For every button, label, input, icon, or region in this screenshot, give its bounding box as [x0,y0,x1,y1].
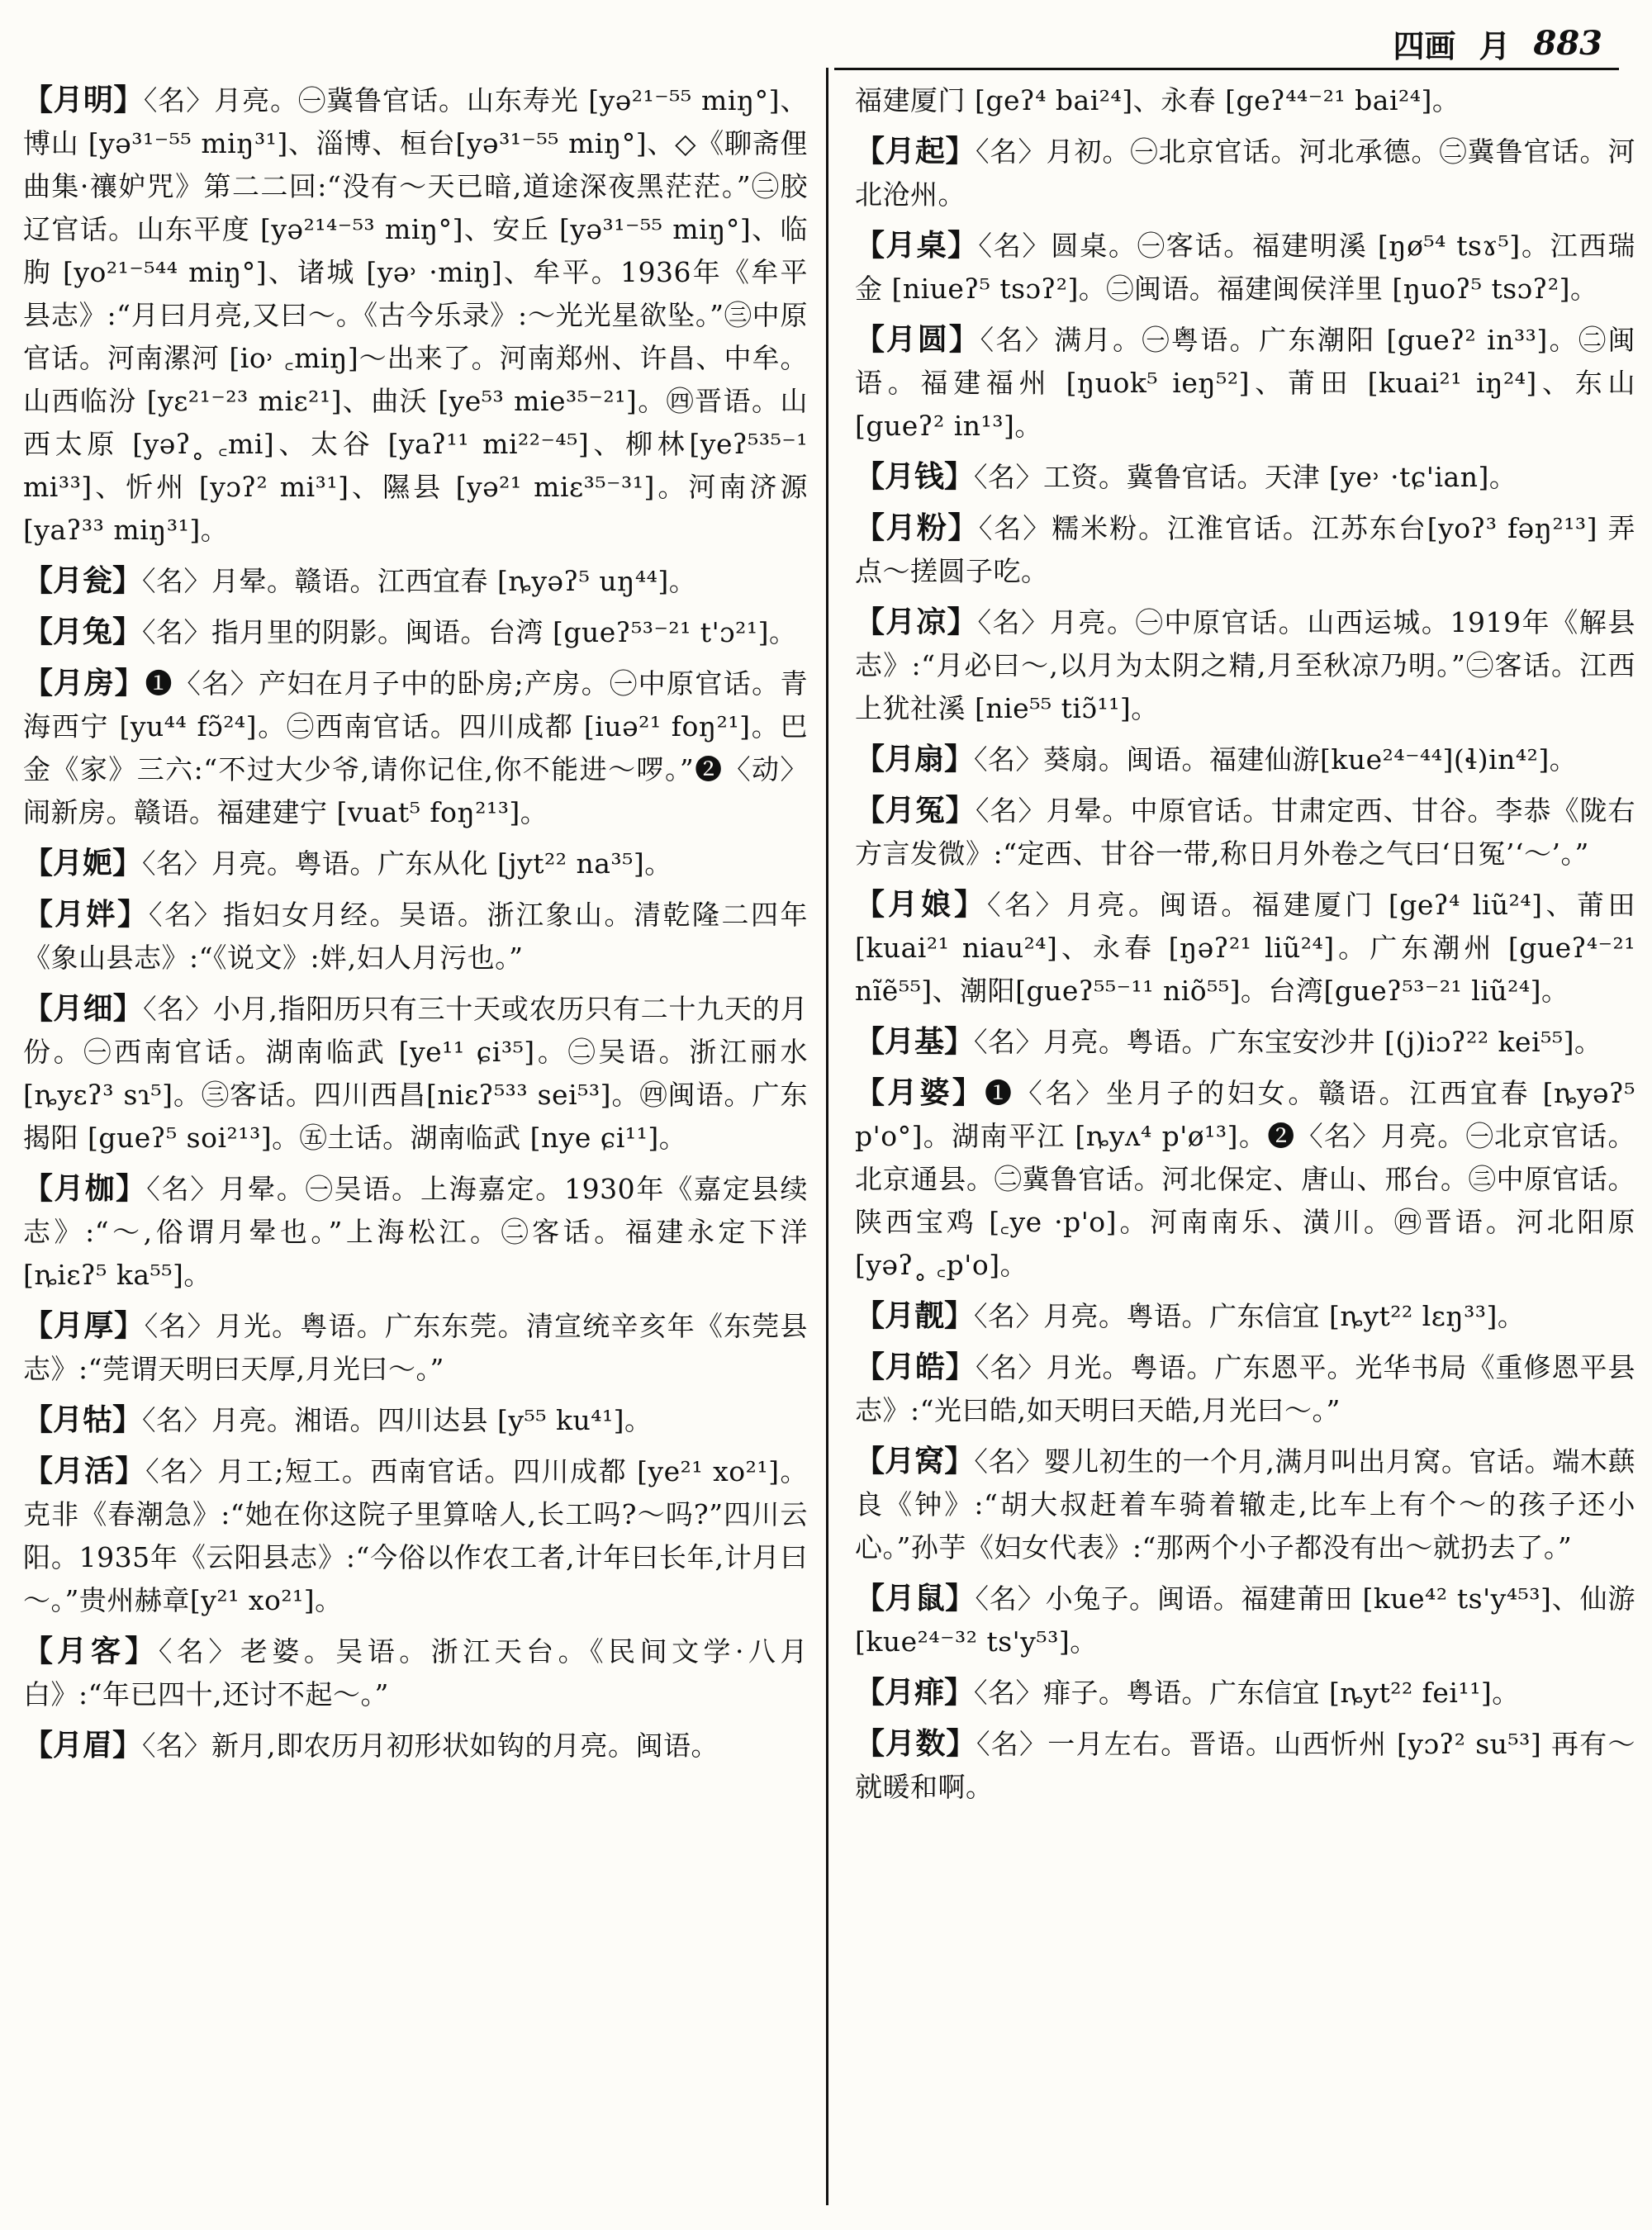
dictionary-entry [23,1304,808,1391]
entry-definition: 〈名〉月光。粤语。广东恩平。光华书局《重修恩平县志》:“光曰皓,如天明曰天皓,月光曰～。” [855,1351,1635,1426]
dictionary-entry [855,1345,1635,1432]
dictionary-entry [23,1630,808,1716]
entry-headword: 【月厚】 [23,1308,145,1343]
entry-definition: 〈名〉满月。㊀粤语。广东潮阳 [gueʔ² in³³]。㊁闽语。福建福州 [ŋuok⁵ ieŋ⁵²]、莆田 [kuai²¹ iŋ²⁴]、东山 [gueʔ² in¹³]。 [855,324,1635,442]
entry-definition: 〈名〉月亮。粤语。广东宝安沙井 [(j)iɔʔ²² kei⁵⁵]。 [974,1026,1602,1058]
dictionary-entry [855,1020,1635,1064]
dictionary-entry [855,506,1635,593]
dictionary-entry [23,662,808,834]
entry-definition: ❶〈名〉坐月子的妇女。赣语。江西宜春 [ȵyəʔ⁵ p'o°]。湖南平江 [ȵyʌ⁴ p'ø¹³]。❷〈名〉月亮。㊀北京官话。北京通县。㊁冀鲁官话。河北保定、唐山、邢台。㊂中原官话。陕西宝鸡 [꜀ye ·p'o]。河南南乐、潢川。㊃晋语。河北阳原 [yəʔ˳ ꜀p'o]。 [855,1077,1635,1281]
entry-definition: 〈名〉月亮。闽语。福建厦门 [geʔ⁴ liũ²⁴]、莆田 [kuai²¹ niau²⁴]、永春 [ŋəʔ²¹ liũ²⁴]。广东潮州 [gueʔ⁴⁻²¹ nĩẽ⁵⁵]、潮阳[gueʔ⁵⁵⁻¹¹ niõ⁵⁵]。台湾[gueʔ⁵³⁻²¹ liũ²⁴]。 [855,889,1635,1007]
entry-definition: 〈名〉痱子。粤语。广东信宜 [ȵyt²² fei¹¹]。 [974,1677,1520,1709]
entry-definition: 〈名〉月亮。㊀冀鲁官话。山东寿光 [yə²¹⁻⁵⁵ miŋ°]、博山 [yə³¹⁻⁵⁵ miŋ³¹]、淄博、桓台[yə³¹⁻⁵⁵ miŋ°]、◇《聊斋俚曲集·禳妒咒》第二二回:“没有～天已暗,道途深夜黑茫茫。”㊁胶辽官话。山东平度 [yə²¹⁴⁻⁵³ miŋ°]、安丘 [yə³¹⁻⁵⁵ miŋ°]、临朐 [yo²¹⁻⁵⁴⁴ miŋ°]、诸城 [yə˒ ·miŋ]、牟平。1936年《牟平县志》:“月曰月亮,又曰～。《古今乐录》:～光光星欲坠。”㊂中原官话。河南漯河 [io˒ ꜀miŋ]～出来了。河南郑州、许昌、中牟。山西临汾 [yɛ²¹⁻²³ miɛ²¹]、曲沃 [ye⁵³ mie³⁵⁻²¹]。㊃晋语。山西太原 [yəʔ˳ ꜀mi]、太谷 [yaʔ¹¹ mi²²⁻⁴⁵]、柳林[yeʔ⁵³⁵⁻¹ mi³³]、忻州 [yɔʔ² mi³¹]、隰县 [yə²¹ miɛ³⁵⁻³¹]。河南济源 [yaʔ³³ miŋ³¹]。 [23,84,808,546]
entry-headword: 【月冤】 [855,793,976,828]
entry-definition: 〈名〉月亮。湘语。四川达县 [y⁵⁵ ku⁴¹]。 [142,1404,653,1436]
entry-headword: 【月数】 [855,1726,977,1761]
dictionary-entry [855,1671,1635,1715]
dictionary-entry [23,1167,808,1297]
entry-headword: 【月桌】 [855,228,979,263]
entry-definition: 〈名〉月晕。㊀吴语。上海嘉定。1930年《嘉定县续志》:“～,俗谓月晕也。”上海松江。㊁客话。福建永定下洋 [ȵiɛʔ⁵ ka⁵⁵]。 [23,1173,808,1291]
entry-headword: 【月粉】 [855,510,979,545]
entry-headword: 【月皓】 [855,1350,976,1384]
entry-definition: 〈名〉月工;短工。西南官话。四川成都 [ye²¹ xo²¹]。克非《春潮急》:“她在你这院子里算啥人,长工吗?～吗?”四川云阳。1935年《云阳县志》:“今俗以作农工者,计年曰长年,计月曰～。”贵州赫章[y²¹ xo²¹]。 [23,1455,808,1616]
entry-definition: 〈名〉婴儿初生的一个月,满月叫出月窝。官话。端木蕻良《钟》:“胡大叔赶着车骑着辙走,比车上有个～的孩子还小心。”孙芋《妇女代表》:“那两个小子都没有出～就扔去了。” [855,1445,1635,1563]
dictionary-entry [855,78,1635,122]
entry-definition: 〈名〉葵扇。闽语。福建仙游[kue²⁴⁻⁴⁴](ɬ)in⁴²]。 [974,743,1578,776]
entry-definition: 〈名〉月初。㊀北京官话。河北承德。㊁冀鲁官话。河北沧州。 [855,135,1635,211]
entry-definition: ❶〈名〉产妇在月子中的卧房;产房。㊀中原官话。青海西宁 [yu⁴⁴ fɔ̃²⁴]。㊁西南官话。四川成都 [iuə²¹ foŋ²¹]。巴金《家》三六:“不过大少爷,请你记住,你不能进～啰。”❷〈动〉闹新房。赣语。福建建宁 [vuat⁵ foŋ²¹³]。 [23,667,808,828]
entry-definition: 〈名〉圆桌。㊀客话。福建明溪 [ŋø⁵⁴ tsɤ⁵]。江西瑞金 [niueʔ⁵ tsɔʔ²]。㊁闽语。福建闽侯洋里 [ŋuoʔ⁵ tsɔʔ²]。 [855,230,1635,305]
left-column [23,78,808,2213]
right-column [855,78,1635,2213]
entry-headword: 【月凉】 [855,605,978,639]
entry-definition: 〈名〉月晕。赣语。江西宜春 [ȵyəʔ⁵ uŋ⁴⁴]。 [142,565,697,597]
entry-headword: 【月婆】 [855,1075,985,1110]
dictionary-entry [855,455,1635,499]
entry-headword: 【月兔】 [23,614,143,649]
entry-headword: 【月眉】 [23,1728,143,1763]
entry-definition: 〈名〉老婆。吴语。浙江天台。《民间文学·八月白》:“年已四十,还讨不起～。” [23,1635,808,1710]
entry-definition: 〈名〉工资。冀鲁官话。天津 [ye˒ ·tɕ'ian]。 [974,461,1517,493]
dictionary-entry [855,789,1635,875]
entry-headword: 【月明】 [23,83,144,117]
entry-definition: 〈名〉月亮。粤语。广东从化 [jyt²² na³⁵]。 [142,847,672,880]
entry-definition: 〈名〉一月左右。晋语。山西忻州 [yɔʔ² su⁵³] 再有～就暖和啊。 [855,1728,1635,1803]
dictionary-entry [855,130,1635,216]
dictionary-entry [23,559,808,603]
entry-definition: 〈名〉小兔子。闽语。福建莆田 [kue⁴² ts'y⁴⁵³]、仙游 [kue²⁴⁻³² ts'y⁵³]。 [855,1582,1635,1658]
entry-definition: 福建厦门 [geʔ⁴ bai²⁴]、永春 [geʔ⁴⁴⁻²¹ bai²⁴]。 [855,84,1460,116]
entry-definition: 〈名〉指月里的阴影。闽语。台湾 [gueʔ⁵³⁻²¹ t'ɔ²¹]。 [142,616,797,648]
entry-definition: 〈名〉新月,即农历月初形状如钩的月亮。闽语。 [142,1729,719,1762]
entry-definition: 〈名〉糯米粉。江淮官话。江苏东台[yoʔ³ fəŋ²¹³] 弄点～搓圆子吃。 [855,512,1635,587]
page-number: 883 [1533,23,1602,63]
entry-definition: 〈名〉月光。粤语。广东东莞。清宣统辛亥年《东莞县志》:“莞谓天明曰天厚,月光曰～。” [23,1310,808,1385]
entry-headword: 【月圆】 [855,322,980,357]
dictionary-entry [855,1440,1635,1569]
entry-headword: 【月鼠】 [855,1581,976,1616]
dictionary-entry [23,1398,808,1442]
entry-headword: 【月窝】 [855,1444,975,1478]
dictionary-entry [855,1071,1635,1287]
header-rule [834,68,1619,70]
dictionary-entry [855,318,1635,448]
entry-headword: 【月客】 [23,1634,159,1668]
entry-headword: 【月瓮】 [23,563,143,598]
entry-headword: 【月痱】 [855,1675,975,1710]
entry-headword: 【月起】 [855,134,976,168]
entry-headword: 【月枷】 [23,1171,147,1206]
entry-definition: 〈名〉月亮。㊀中原官话。山西运城。1919年《解县志》:“月必曰～,以月为太阴之精,月至秋凉乃明。”㊁客话。江西上犹社溪 [nie⁵⁵ tiɔ̃¹¹]。 [855,606,1635,724]
radical-label: 月 [1479,26,1511,64]
dictionary-entry [23,78,808,552]
entry-headword: 【月㛂】 [23,846,143,880]
dictionary-entry [855,1722,1635,1809]
dictionary-entry [855,883,1635,1013]
dictionary-entry [23,893,808,980]
entry-definition: 〈名〉小月,指阳历只有三十天或农历只有二十九天的月份。㊀西南官话。湖南临武 [ye¹¹ ɕi³⁵]。㊁吴语。浙江丽水 [ȵyɛʔ³ sɿ⁵]。㊂客话。四川西昌[niɛʔ⁵³³ sei⁵³]。㊃闽语。广东揭阳 [gueʔ⁵ soi²¹³]。㊄土话。湖南临武 [nye ɕi¹¹]。 [23,993,808,1154]
entry-headword: 【月钱】 [855,459,975,494]
entry-headword: 【月细】 [23,991,144,1026]
column-divider [826,68,828,2205]
entry-headword: 【月靓】 [855,1298,975,1333]
entry-definition: 〈名〉月亮。粤语。广东信宜 [ȵyt²² lɛŋ³³]。 [974,1300,1526,1332]
entry-headword: 【月姅】 [23,897,149,932]
dictionary-entry [855,224,1635,311]
page-header [1393,18,1602,68]
dictionary-entry [23,1724,808,1767]
dictionary-entry [23,610,808,654]
entry-headword: 【月房】 [23,666,145,700]
dictionary-entry [23,1450,808,1622]
dictionary-entry [23,842,808,885]
section-label: 四画 [1393,26,1456,64]
entry-headword: 【月娘】 [855,887,987,922]
entry-headword: 【月牯】 [23,1402,143,1437]
dictionary-entry [855,600,1635,730]
entry-definition: 〈名〉指妇女月经。吴语。浙江象山。清乾隆二四年《象山县志》:“《说文》:姅,妇人月污也。” [23,899,808,974]
entry-headword: 【月活】 [23,1454,146,1488]
entry-headword: 【月扇】 [855,742,975,776]
dictionary-entry [23,987,808,1160]
entry-definition: 〈名〉月晕。中原官话。甘肃定西、甘谷。李恭《陇右方言发微》:“定西、甘谷一带,称日月外卷之气曰‘日冤’‘～’。” [855,795,1635,870]
dictionary-entry [855,1577,1635,1663]
dictionary-entry [855,738,1635,781]
dictionary-entry [855,1294,1635,1338]
entry-headword: 【月基】 [855,1024,975,1059]
